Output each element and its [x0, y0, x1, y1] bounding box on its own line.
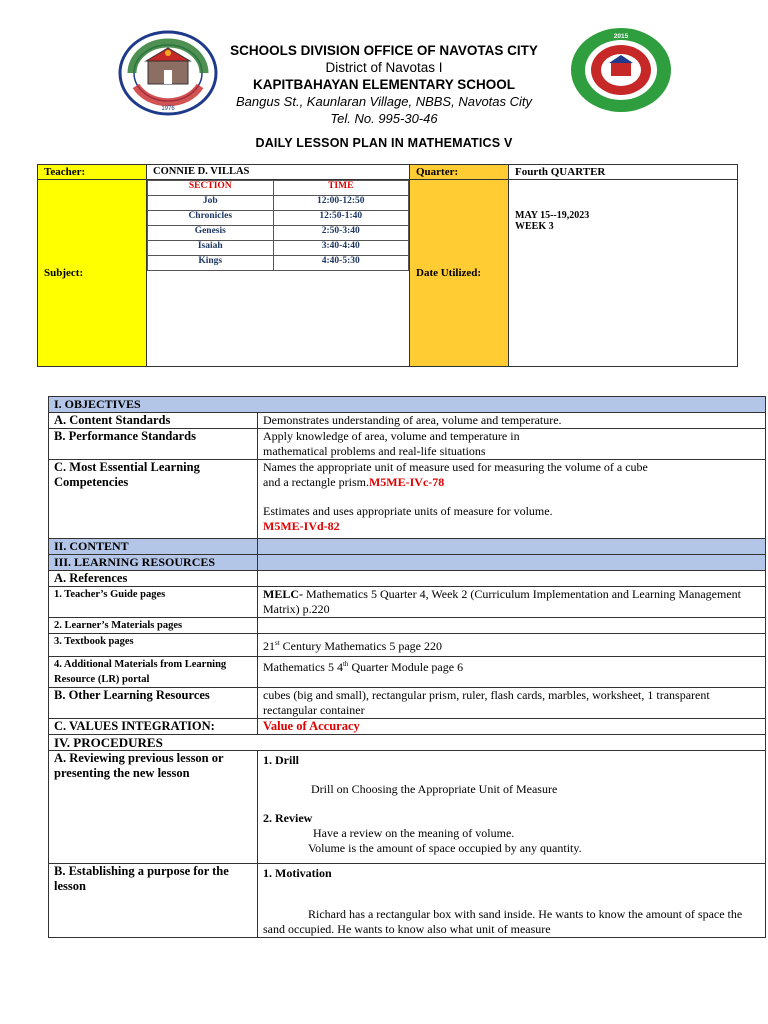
teacher-value: CONNIE D. VILLAS [147, 165, 410, 180]
review-line: Have a review on the meaning of volume. [313, 826, 515, 840]
section-time: 4:40-5:30 [273, 256, 408, 271]
values-integration-label: C. VALUES INTEGRATION: [49, 719, 258, 735]
procedures-heading: IV. PROCEDURES [49, 735, 766, 751]
other-resources-label: B. Other Learning Resources [49, 688, 258, 719]
content-standards-text: Demonstrates understanding of area, volume and temperature. [258, 413, 766, 429]
schedule-row [148, 226, 409, 241]
motivation-heading: 1. Motivation [263, 866, 332, 880]
melc-label: C. Most Essential Learning Competencies [49, 460, 258, 539]
learning-resources-heading: III. LEARNING RESOURCES [49, 555, 258, 571]
district: District of Navotas I [325, 60, 443, 75]
schedule-row [148, 256, 409, 271]
schedule-table [147, 180, 409, 271]
section-name: Isaiah [148, 241, 274, 256]
values-integration-value: Value of Accuracy [258, 719, 766, 735]
schedule-row [148, 241, 409, 256]
address: Bangus St., Kaunlaran Village, NBBS, Navotas City [235, 94, 533, 109]
objectives-heading: I. OBJECTIVES [49, 397, 766, 413]
review-heading: 2. Review [263, 811, 313, 825]
additional-materials-label: 4. Additional Materials from Learning Resource (LR) portal [49, 657, 258, 688]
performance-standards-label: B. Performance Standards [49, 429, 258, 460]
quarter-label: Quarter: [410, 165, 509, 180]
quarter-value: Fourth QUARTER [509, 165, 738, 180]
division-office: SCHOOLS DIVISION OFFICE OF NAVOTAS CITY [230, 43, 538, 58]
section-time: 12:00-12:50 [273, 196, 408, 211]
letterhead [0, 0, 768, 160]
date-utilized-label: Date Utilized: [410, 180, 509, 367]
reviewing-lesson-label: A. Reviewing previous lesson or presenting the new lesson [49, 751, 258, 864]
section-header: SECTION [148, 181, 274, 196]
content-heading: II. CONTENT [49, 539, 258, 555]
svg-text:1976: 1976 [161, 106, 175, 112]
svg-text:2015: 2015 [613, 33, 629, 40]
melc-tag: MELC- [263, 587, 303, 601]
school-name: KAPITBAHAYAN ELEMENTARY SCHOOL [252, 77, 516, 92]
drill-text: Drill on Choosing the Appropriate Unit of Measure [311, 782, 558, 796]
textbook-edition: 21 [263, 639, 275, 653]
telephone: Tel. No. 995-30-46 [330, 111, 438, 126]
section-name: Genesis [148, 226, 274, 241]
teachers-guide-label: 1. Teacher’s Guide pages [49, 587, 258, 618]
melc-code: M5ME-IVc-78 [368, 475, 445, 489]
textbook-label: 3. Textbook pages [49, 634, 258, 657]
motivation-text: Richard has a rectangular box with sand inside. He wants to know the amount of space the sand occupied. He wants to know also what unit of measure [263, 907, 743, 936]
content-standards-label: A. Content Standards [49, 413, 258, 429]
additional-materials-cell: Mathematics 5 4th Quarter Module page 6 [258, 657, 766, 688]
reviewing-lesson-cell [258, 751, 766, 864]
references-label: A. References [49, 571, 258, 587]
section-time: 12:50-1:40 [273, 211, 408, 226]
teachers-guide-cell [258, 587, 766, 618]
date-value: MAY 15--19,2023 [515, 210, 590, 221]
schedule-row [148, 211, 409, 226]
purpose-cell [258, 864, 766, 938]
review-line: Volume is the amount of space occupied by any quantity. [308, 841, 582, 855]
performance-standards-line: Apply knowledge of area, volume and temperature in [263, 429, 520, 443]
melc-cell [258, 460, 766, 539]
subject-label: Subject: [38, 180, 147, 367]
melc-line: and a rectangle prism. [263, 475, 369, 489]
learners-materials-label: 2. Learner’s Materials pages [49, 618, 258, 634]
melc-code: M5ME-IVd-82 [263, 519, 340, 533]
lesson-info-table [37, 164, 738, 367]
section-time: 3:40-4:40 [273, 241, 408, 256]
division-seal-logo [569, 26, 673, 114]
performance-standards-cell [258, 429, 766, 460]
date-cell [509, 180, 738, 367]
section-name: Kings [148, 256, 274, 271]
textbook-cell: 21st Century Mathematics 5 page 220 [258, 634, 766, 657]
section-name: Job [148, 196, 274, 211]
section-time: 2:50-3:40 [273, 226, 408, 241]
school-header-text [200, 42, 568, 127]
textbook-text: Century Mathematics 5 page 220 [279, 639, 442, 653]
lesson-plan-table [48, 396, 766, 938]
week-value: WEEK 3 [515, 221, 554, 232]
teacher-label: Teacher: [38, 165, 147, 180]
other-resources-text: cubes (big and small), rectangular prism, ruler, flash cards, marbles, worksheet, 1 transparent rectangular container [258, 688, 766, 719]
section-name: Chronicles [148, 211, 274, 226]
drill-heading: 1. Drill [263, 753, 299, 767]
document-title: DAILY LESSON PLAN IN MATHEMATICS V [255, 136, 513, 150]
purpose-label: B. Establishing a purpose for the lesson [49, 864, 258, 938]
melc-line: Names the appropriate unit of measure used for measuring the volume of a cube [263, 460, 648, 474]
time-header: TIME [273, 181, 408, 196]
performance-standards-line: mathematical problems and real-life situations [263, 444, 486, 458]
teachers-guide-text: Mathematics 5 Quarter 4, Week 2 (Curriculum Implementation and Learning Management Matrix) p.220 [263, 587, 742, 616]
schedule-row [148, 196, 409, 211]
melc-line: Estimates and uses appropriate units of measure for volume. [263, 504, 553, 518]
schedule-cell [147, 180, 410, 367]
